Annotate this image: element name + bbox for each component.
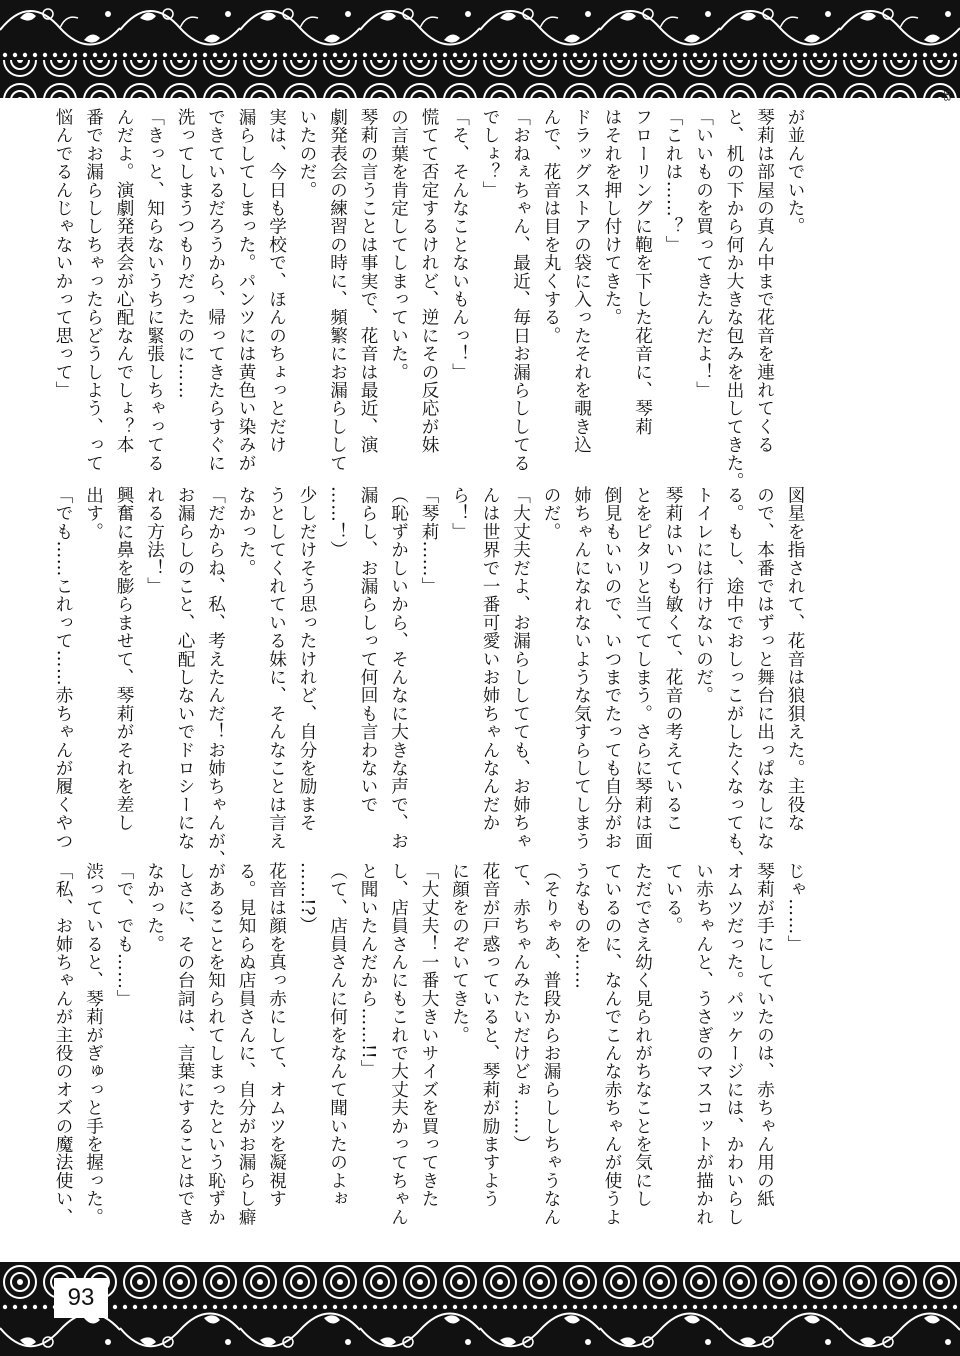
- text-line: 花音は顔を真っ赤にして、オムツを凝視す: [266, 862, 287, 1208]
- text-line: ら！」: [449, 486, 470, 541]
- bottom-lace-border: [0, 1262, 960, 1356]
- text-tier-2: [53, 486, 810, 869]
- text-line: うとしてくれている妹に、そんなことは言え: [266, 486, 287, 850]
- text-line: 実は、今日も学校で、ほんのちょっとだけ: [266, 108, 287, 454]
- text-line: 「琴莉……」: [419, 486, 439, 596]
- text-tier-3: [53, 862, 810, 1226]
- text-line: 少しだけそう思ったけれど、自分を励まそ: [297, 486, 317, 832]
- text-line: が並んでいた。: [785, 108, 805, 236]
- page-number: 93: [54, 1278, 108, 1318]
- text-line: 漏らし、お漏らしって何回も言わないで: [358, 486, 378, 814]
- text-line: ので、本番ではずっと舞台に出っぱなしにな: [754, 486, 775, 850]
- text-line: はそれを押し付けてきた。: [602, 108, 622, 327]
- text-line: 琴莉はいつも敏くて、花音の考えているこ: [663, 486, 683, 832]
- text-line: 姉ちゃんになれないような気すらしてしまう: [571, 486, 592, 850]
- text-line: 花音が戸惑っていると、琴莉が励ますよう: [480, 862, 500, 1208]
- text-line: なかった。: [236, 486, 256, 577]
- text-line: んは世界で一番可愛いお姉ちゃんなんだか: [480, 486, 500, 832]
- text-line: 「おねぇちゃん、最近、毎日お漏らししてる: [510, 108, 531, 472]
- bottom-lace-ornament: [0, 1262, 960, 1356]
- text-line: れる方法！」: [144, 486, 165, 596]
- text-line: し、店員さんにもこれで大丈夫かってちゃん: [388, 862, 409, 1226]
- text-line: る。見知らぬ店員さんに、自分がお漏らし癖: [236, 862, 256, 1226]
- text-tier-1: [53, 108, 810, 491]
- text-line: のだ。: [541, 486, 561, 541]
- text-line: 「きっと、知らないうちに緊張しちゃってる: [144, 108, 165, 472]
- text-line: と、机の下から何か大きな包みを出してきた。: [724, 108, 744, 491]
- text-line: る。もし、途中でおしっこがしたくなっても、: [724, 486, 744, 869]
- text-line: 「大丈夫！一番大きいサイズを買ってきた: [419, 862, 439, 1208]
- text-line: トイレには行けないのだ。: [693, 486, 714, 705]
- text-line: 漏らしてしまった。パンツには黄色い染みが: [236, 108, 256, 472]
- text-line: 「これは……？」: [663, 108, 683, 254]
- text-line: 「私、お姉ちゃんが主役のオズの魔法使い、: [53, 862, 73, 1226]
- text-line: に顔をのぞいてきた。: [449, 862, 470, 1044]
- text-line: ドラッグストアの袋に入ったそれを覗き込: [571, 108, 592, 454]
- text-line: 番でお漏らししちゃったらどうしよう、って: [83, 108, 104, 472]
- text-line: 洗ってしまうつもりだったのに……: [175, 108, 195, 400]
- text-line: しさに、その台詞は、言葉にすることはでき: [175, 862, 195, 1226]
- text-line: じゃ……」: [785, 862, 805, 953]
- text-line: 「でも……これって……赤ちゃんが履くやつ: [53, 486, 73, 850]
- text-line: 図星を指されて、花音は狼狽えた。主役な: [785, 486, 805, 832]
- text-line: 慌てて否定するけれど、逆にその反応が妹: [419, 108, 439, 454]
- text-line: ているのに、なんでこんな赤ちゃんが使うよ: [602, 862, 622, 1226]
- text-line: なかった。: [144, 862, 165, 953]
- text-line: 興奮に鼻を膨らませて、琴莉がそれを差し: [114, 486, 134, 832]
- text-line: 琴莉が手にしていたのは、赤ちゃん用の紙: [754, 862, 775, 1208]
- text-line: （恥ずかしいから、そんなに大きな声で、お: [388, 486, 409, 850]
- text-line: 「いいものを買ってきたんだよ！」: [693, 108, 714, 400]
- text-line: ……!?）: [297, 862, 317, 935]
- text-line: と聞いたんだから……!!」: [358, 862, 378, 1078]
- text-line: （そりゃあ、普段からお漏らししちゃうなん: [541, 862, 561, 1226]
- running-page-number: 93: [941, 90, 951, 102]
- top-lace-ornament: [0, 0, 960, 98]
- text-line: い赤ちゃんと、うさぎのマスコットが描かれ: [693, 862, 714, 1226]
- text-line: の言葉を肯定してしまっていた。: [388, 108, 409, 381]
- text-line: 「そ、そんなことないもんっ！」: [449, 108, 470, 381]
- text-line: ただでさえ幼く見られがちなことを気にし: [632, 862, 653, 1208]
- text-line: （て、店員さんに何をなんて聞いたのよぉ: [327, 862, 348, 1208]
- text-line: 出す。: [83, 486, 104, 541]
- text-line: 琴莉は部屋の真ん中まで花音を連れてくる: [754, 108, 775, 454]
- text-line: うなものを……: [571, 862, 592, 990]
- text-line: 悩んでるんじゃないかって思って」: [53, 108, 73, 400]
- text-line: 「で、でも……」: [114, 862, 134, 1008]
- text-line: お漏らしのこと、心配しないでドロシーにな: [175, 486, 195, 850]
- text-line: いたのだ。: [297, 108, 317, 199]
- text-line: 渋っていると、琴莉がぎゅっと手を握った。: [83, 862, 104, 1226]
- text-line: 劇発表会の練習の時に、頻繁にお漏らしして: [327, 108, 348, 472]
- text-line: でしょ？」: [480, 108, 500, 199]
- text-line: て、赤ちゃんみたいだけどぉ……）: [510, 862, 531, 1154]
- text-line: とをピタリと当ててしまう。さらに琴莉は面: [632, 486, 653, 850]
- text-line: できているだろうから、帰ってきたらすぐに: [205, 108, 226, 472]
- text-line: 「大丈夫だよ、お漏らししてても、お姉ちゃ: [510, 486, 531, 850]
- text-line: オムツだった。パッケージには、かわいらし: [724, 862, 744, 1226]
- text-line: 倒見もいいので、いつまでたっても自分がお: [602, 486, 622, 850]
- text-line: んで、花音は目を丸くする。: [541, 108, 561, 345]
- text-line: ……！）: [327, 486, 348, 559]
- text-line: フローリングに鞄を下した花音に、琴莉: [632, 108, 653, 436]
- text-line: ている。: [663, 862, 683, 935]
- text-line: 琴莉の言うことは事実で、花音は最近、演: [358, 108, 378, 454]
- text-line: 「だからね、私、考えたんだ！お姉ちゃんが、: [205, 486, 226, 869]
- text-line: んだよ。演劇発表会が心配なんでしょ？本: [114, 108, 134, 454]
- text-line: があることを知られてしまったという恥ずか: [205, 862, 226, 1226]
- top-lace-border: [0, 0, 960, 98]
